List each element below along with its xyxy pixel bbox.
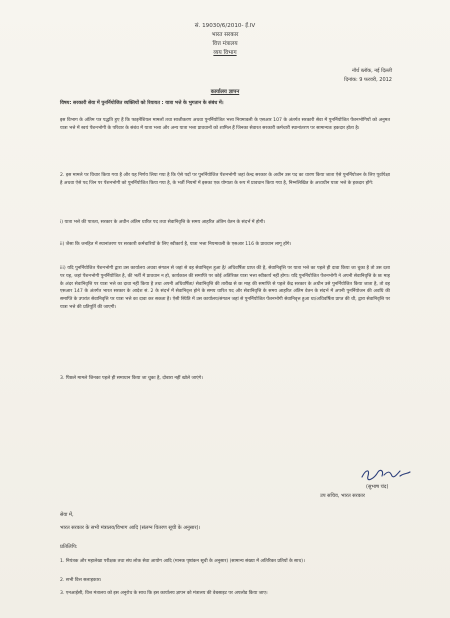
file-number: सं. 19030/6/2010- ई.IV — [194, 23, 256, 29]
paragraph-ii: ii) जैसा कि जनहित में स्थानांतरण पर सरकारी कर्मचारियों के लिए स्वीकार्य है, यात्रा भत्ता नियमावली के एसआर 116 के प्रावधान लागू होंगे। — [60, 242, 292, 247]
paragraph-i: i) यात्रा भत्ते की पात्रता, सरकार के अधीन अंतिम धारित पद तथा सेवानिवृत्ति के समय आहरित अंतिम वेतन के संदर्भ में होगी। — [60, 220, 266, 225]
signatory-name: (सुभाष चंद) — [366, 484, 389, 490]
recipients-line: भारत सरकार के सभी मंत्रालय/विभाग आदि (संलग्न वितरण सूची के अनुसार)। — [60, 525, 201, 531]
copy-to-item: 3. एनआईसी, वित्त मंत्रालय को इस अनुरोध के साथ कि इस कार्यालय ज्ञापन को मंत्रालय की वेबसाइट पर अपलोड किया जाए। — [60, 591, 268, 596]
place: नॉर्थ ब्लॉक, नई दिल्ली — [351, 68, 392, 74]
signatory-designation: उप सचिव, भारत सरकार — [320, 493, 365, 499]
paragraph-3: 3. पिछले मामले जिनका पहले ही समाधान किया जा चुका है, दोबारा नहीं खोले जाएंगे। — [60, 376, 203, 381]
date: दिनांक: 9 फरवरी, 2012 — [344, 77, 392, 83]
doc-type: कार्यालय ज्ञापन — [210, 89, 240, 95]
department-name: व्यय विभाग — [213, 50, 237, 56]
copy-to-item: 1. नियंत्रक और महालेखा परीक्षक तथा संघ लोक सेवा आयोग आदि (मानक पृष्ठांकन सूची के अनुसार) (सामान्य संख्या में अतिरिक्त प्रतियों के साथ)। — [60, 559, 305, 564]
paragraph-iii: iii) यदि पुनर्नियोजित पेंशनभोगी द्वारा उस कार्यालय अथवा संगठन से जहां से वह सेवानिवृत्त हुआ है/ अधिवर्षिता प्राप्त की है, सेवानिवृत्ति पर यात्रा भत्ते का पहले ही दावा किया जा चुका है तो उस दशा पर यह, जहां पेंशनभोगी पुनर्नियोजित है, की भर्ती में प्रावधान न हो, कार्यकाल की समाप्ति पर कोई अतिरिक्त यात्रा भत्ता स्वीकार्य नहीं होगा। यदि पुनर्नियोजित पेंशनभोगी ने अपनी सेवानिवृत्ति के छः माह के अंदर सेवानिवृत्ति पर यात्रा भत्ते का दावा नहीं किया है तथा अपनी अधिवर्षिता/ सेवानिवृत्ति की तारीख से छः माह की समाप्ति से पहले केंद्र सरकार के अधीन उसे पुनर्नियोजित किया जाता है, तो वह एसआर 147 के अंतर्गत भारत सरकार के आदेश सं. 2 के संदर्भ में सेवानिवृत्त होने के समय धारित पद और सेवानिवृत्ति के समय आहरित अंतिम वेतन के संदर्भ में अपनी पुनर्नियोजन की अवधि की समाप्ति के उपरांत सेवानिवृत्ति पर यात्रा भत्ते का दावा कर सकता है। ऐसी स्थिति में उस कार्यालय/संगठन जहां से पुनर्नियोजित पेंशनभोगी सेवानिवृत्त हुआ था/अधिवर्षिता प्राप्त की थी, द्वारा सेवानिवृत्ति पर यात्रा भत्ते की प्रतिपूर्ति की जाएगी। — [60, 266, 390, 310]
handwritten-signature — [360, 467, 412, 481]
copy-to-item: 2. सभी वित्त सलाहकार। — [60, 578, 102, 583]
paragraph-2: 2. इस मामले पर विचार किया गया है और यह निर्णय लिया गया है कि ऐसे पदों पर पुनर्नियोजित पेंशनभोगी जहां केन्द्र सरकार के अधीन उस पद का धारण किया जाता ऐसे पुनर्नियोजन के लिए पूर्वापेक्षा है अथवा ऐसे पद जिन पर पेंशनभोगी को पुनर्नियोजित किया गया है, के भर्ती नियमों में इसका एक योग्यता के रूप में प्रावधान किया गया है, निम्नलिखित के अध्यधीन यात्रा भत्ते के हकदार होंगे: — [60, 173, 390, 186]
ministry-name: वित्त मंत्रालय — [212, 41, 238, 47]
subject: विषय: सरकारी सेवा में पुनर्नियोजित व्यक्तियों को रियायत : यात्रा भत्ते के भुगतान के संबंध में। — [60, 101, 224, 106]
paragraph-1: इस विभाग के अंतिम पत्र पद्धति हुए हैं कि फाइनेंशियल मामलों तथा साजीकरण अथवा पुनर्नियोजित भत्ता नियमावली के एसआर 107 के अंतर्गत सरकारी सेवा में पुनर्नियोजित पेंशनभोगियों को अनुमत यात्रा भत्ते में स्वयं पेंशनभोगी के परिवार के संबंध में यात्रा भत्ता और अन्य यात्रा भत्ता प्रावधानों को शामिल हैं जिनका सेवारत सरकारी कर्मचारी स्थानांतरण पर सामान्यतः हकदार होता है। — [60, 118, 390, 131]
govt-name: भारत सरकार — [211, 32, 239, 38]
copy-to-label: प्रतिलिपि: — [60, 544, 78, 550]
recipients-label: सेवा में, — [60, 512, 74, 518]
